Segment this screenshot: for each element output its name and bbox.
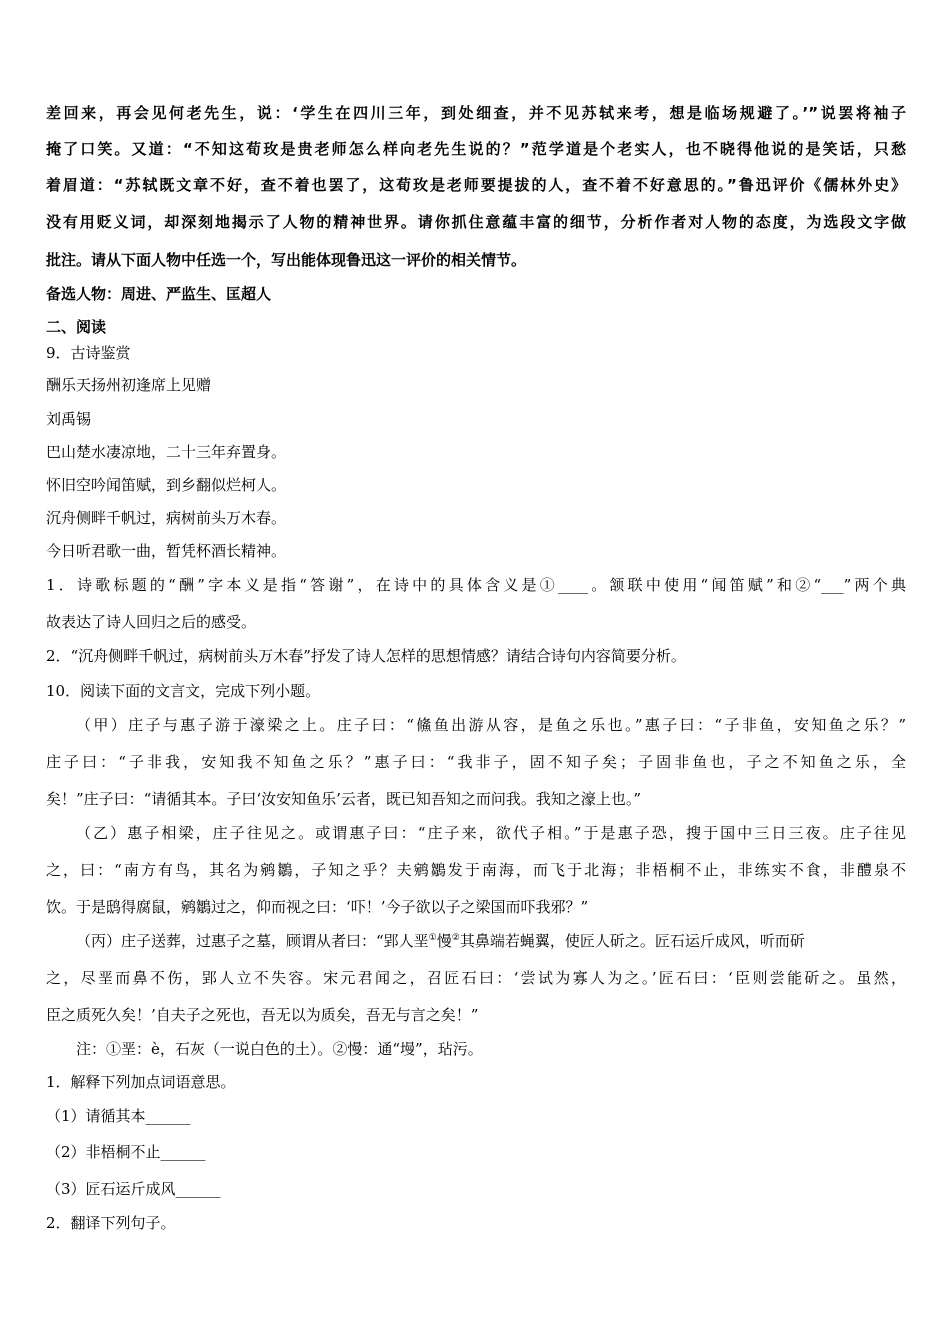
passage-bing-line-1-a: （丙）庄子送葬，过惠子之墓，顾谓从者曰：“郢人垩 xyxy=(76,932,429,950)
intro-line-2: 掩了口笑。又道：“不知这荀玫是贵老师怎么样向老先生说的？”范学道是个老实人，也不晓得他说的是笑话，只愁 xyxy=(46,140,906,158)
poem-author: 刘禹锡 xyxy=(46,410,92,428)
poem-line-1: 巴山楚水凄凉地，二十三年弃置身。 xyxy=(46,443,287,461)
intro-line-4: 没有用贬义词，却深刻地揭示了人物的精神世界。请你抓住意蕴丰富的细节，分析作者对人物的态度，为选段文字做 xyxy=(46,213,906,231)
passage-bing-line-3: 臣之质死久矣！’自夫子之死也，吾无以为质矣，吾无与言之矣！” xyxy=(46,1006,479,1024)
q9-sub2: 2．“沉舟侧畔千帆过，病树前头万木春”抒发了诗人怎样的思想情感？请结合诗句内容简要分析。 xyxy=(46,647,686,665)
passage-yi-line-3: 饮。于是鸱得腐鼠，鹓鶵过之，仰而视之曰：‘吓！’今子欲以子之梁国而吓我邪？” xyxy=(46,898,589,916)
q10-title: 10．阅读下面的文言文，完成下列小题。 xyxy=(46,682,321,700)
passage-jia-line-2: 庄子曰：“子非我，安知我不知鱼之乐？”惠子曰：“我非子，固不知子矣；子固非鱼也，子之不知鱼之乐，全 xyxy=(46,753,906,771)
passage-jia-line-3: 矣！”庄子曰：“请循其本。子曰‘汝安知鱼乐’云者，既已知吾知之而问我。我知之濠上也。” xyxy=(46,790,642,808)
poem-line-3: 沉舟侧畔千帆过，病树前头万木春。 xyxy=(46,509,287,527)
q10-sub1-title: 1．解释下列加点词语意思。 xyxy=(46,1073,236,1091)
poem-line-4: 今日听君歌一曲，暂凭杯酒长精神。 xyxy=(46,542,287,560)
q9-sub1-line-2: 故表达了诗人回归之后的感受。 xyxy=(46,613,257,631)
poem-line-2: 怀旧空吟闻笛赋，到乡翻似烂柯人。 xyxy=(46,476,287,494)
passage-bing-line-1 xyxy=(76,930,906,952)
candidate-characters: 备选人物：周进、严监生、匡超人 xyxy=(46,285,272,303)
poem-title: 酬乐天扬州初逢席上见赠 xyxy=(46,376,212,394)
passage-bing-line-1-c: 其鼻端若蝇翼，使匠人斫之。匠石运斤成风，听而斫 xyxy=(459,932,805,950)
q10-sub2-title: 2．翻译下列句子。 xyxy=(46,1214,176,1232)
passage-bing-line-2: 之，尽垩而鼻不伤，郢人立不失容。宋元君闻之，召匠石曰：‘尝试为寡人为之。’匠石曰：‘臣则尝能斫之。虽然， xyxy=(46,969,906,987)
q10-sub1-item-3: （3）匠石运斤成风______ xyxy=(46,1180,221,1198)
intro-line-5: 批注。请从下面人物中任选一个，写出能体现鲁迅这一评价的相关情节。 xyxy=(46,251,527,269)
q9-title: 9．古诗鉴赏 xyxy=(46,344,131,362)
intro-line-1: 差回来，再会见何老先生，说：‘学生在四川三年，到处细查，并不见苏轼来考，想是临场规避了。’”说罢将袖子 xyxy=(46,104,906,122)
q10-sub1-item-2: （2）非梧桐不止______ xyxy=(46,1143,206,1161)
q9-sub1-line-1: 1．诗歌标题的“酬”字本义是指“答谢”，在诗中的具体含义是①____。颔联中使用“闻笛赋”和②“___”两个典 xyxy=(46,576,906,594)
passage-bing-line-1-b: 慢 xyxy=(436,932,452,950)
annotation-note: 注：①垩：è，石灰（一说白色的土）。②慢：通“墁”，玷污。 xyxy=(76,1040,483,1058)
passage-yi-line-1: （乙）惠子相梁，庄子往见之。或谓惠子曰：“庄子来，欲代子相。”于是惠子恐，搜于国中三日三夜。庄子往见 xyxy=(76,824,906,842)
intro-line-3: 着眉道：“苏轼既文章不好，查不着也罢了，这荀玫是老师要提拔的人，查不着不好意思的。”鲁迅评价《儒林外史》 xyxy=(46,176,906,194)
note-marker-1: ① xyxy=(428,933,437,943)
passage-jia-line-1: （甲）庄子与惠子游于濠梁之上。庄子曰：“鯈鱼出游从容，是鱼之乐也。”惠子曰：“子非鱼，安知鱼之乐？” xyxy=(76,716,906,734)
passage-yi-line-2: 之，曰：“南方有鸟，其名为鹓鶵，子知之乎？夫鹓鶵发于南海，而飞于北海；非梧桐不止，非练实不食，非醴泉不 xyxy=(46,861,906,879)
note-marker-2: ② xyxy=(451,933,460,943)
q10-sub1-item-1: （1）请循其本______ xyxy=(46,1107,191,1125)
section-title-reading: 二、阅读 xyxy=(46,318,107,336)
